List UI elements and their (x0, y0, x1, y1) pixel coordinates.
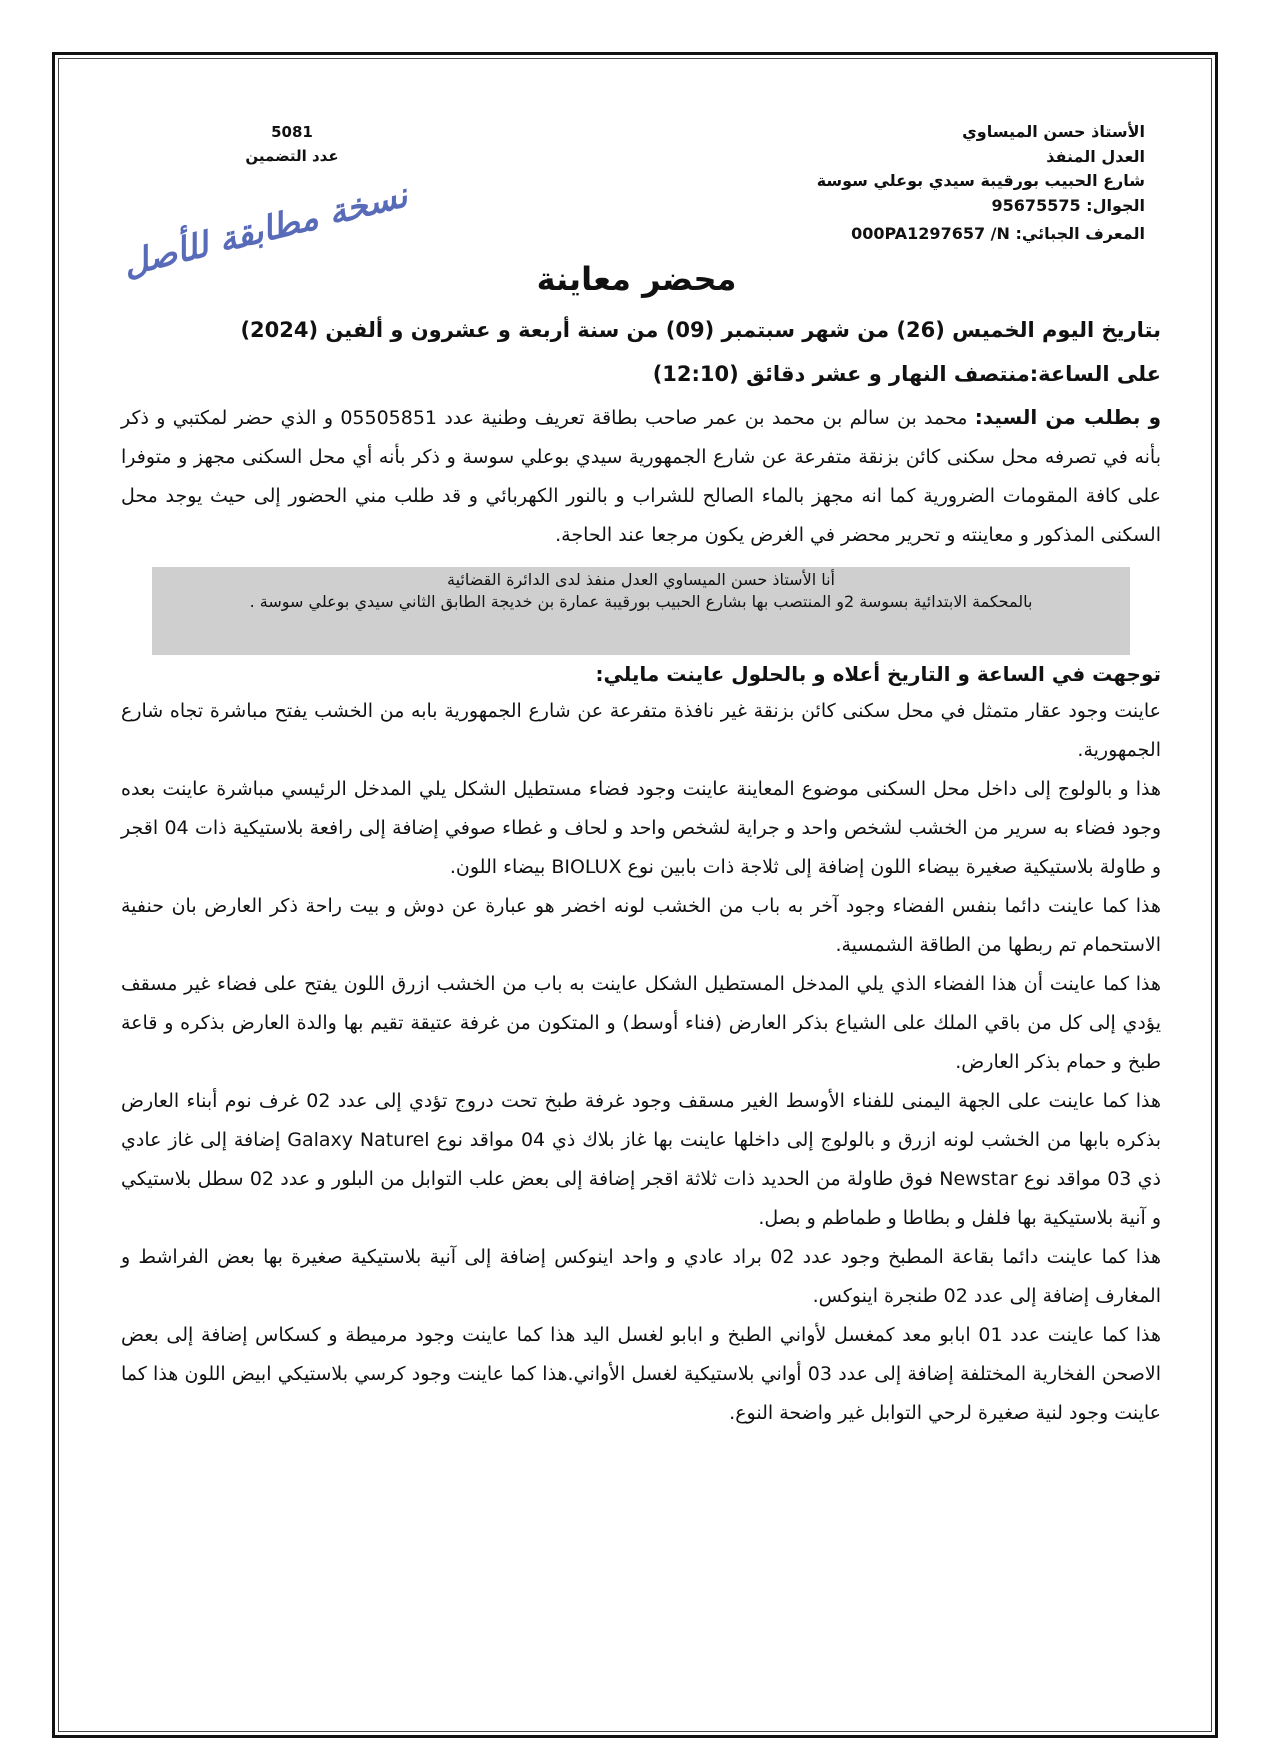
notary-name: الأستاذ حسن الميساوي (962, 122, 1145, 141)
record-number: 5081 (271, 123, 313, 141)
findings (121, 692, 1161, 1433)
notary-block-line1: أنا الأستاذ حسن الميساوي العدل منفذ لدى الدائرة القضائية (446, 570, 835, 589)
finding-paragraph: هذا و بالولوج إلى داخل محل السكنى موضوع المعاينة عاينت وجود فضاء مستطيل الشكل يلي المدخل الرئيسي مباشرة عاينت بعده وجود فضاء به سرير من الخشب لشخص واحد و جراية لشخص واحد و لحاف و غطاء صوفي إضافة إلى رافعة بلاستيكية ذات 04 اقجر و طاولة بلاستيكية صغيرة بيضاء اللون إضافة إلى ثلاجة ذات بابين نوع BIOLUX بيضاء اللون. (121, 778, 1161, 878)
finding-paragraph: هذا كما عاينت دائما بقاعة المطبخ وجود عدد 02 براد عادي و واحد اينوكس إضافة إلى آنية بلاستيكية صغيرة بها بعض الفراشط و المغارف إضافة إلى عدد 02 طنجرة اينوكس. (121, 1246, 1162, 1307)
record-box (222, 120, 362, 168)
finding-paragraph: هذا كما عاينت أن هذا الفضاء الذي يلي المدخل المستطيل الشكل عاينت به باب من الخشب ازرق اللون يفتح على فضاء غير مسقف يؤدي إلى كل من باقي الملك على الشياع بذكر العارض (فناء أوسط) و المتكون من غرفة عتيقة تقيم بها والدة العارض بذكره و قاعة طبخ و حمام بذكر العارض. (121, 973, 1161, 1073)
notary-block-line2: بالمحكمة الابتدائية بسوسة 2و المنتصب بها بشارع الحبيب بورقيبة عمارة بن خديجة الطابق الثاني سيدي بوعلي سوسة . (249, 592, 1033, 611)
time-line: على الساعة:منتصف النهار و عشر دقائق (12:10) (652, 362, 1161, 386)
finding-paragraph: هذا كما عاينت على الجهة اليمنى للفناء الأوسط الغير مسقف وجود غرفة طبخ تحت دروج تؤدي إلى عدد 02 غرف نوم أبناء العارض بذكره بابها من الخشب لونه ازرق و بالولوج إلى داخلها عاينت بها غاز بلاك ذي 04 مواقد نوع Galaxy Naturel إضافة إلى غاز عادي ذي 03 مواقد نوع Newstar فوق طاولة من الحديد ذات ثلاثة اقجر إضافة إلى بعض علب التوابل من البلور و عدد 02 سطل بلاستيكي و آنية بلاستيكية بها فلفل و بطاطا و طماطم و بصل. (121, 1090, 1161, 1229)
tax-id-value: 000PA1297657 /N (851, 224, 1010, 243)
conformity-stamp: نسخة مطابقة للأصل (118, 175, 412, 285)
notary-header (585, 120, 1145, 247)
finding-paragraph: هذا كما عاينت دائما بنفس الفضاء وجود آخر به باب من الخشب لونه اخضر هو عبارة عن دوش و بيت راحة ذكر العارض بان حنفية الاستحمام تم ربطها من الطاقة الشمسية. (121, 895, 1161, 956)
date-line: بتاريخ اليوم الخميس (26) من شهر سبتمبر (09) من سنة أربعة و عشرون و ألفين (2024) (240, 318, 1161, 342)
finding-paragraph: عاينت وجود عقار متمثل في محل سكنى كائن بزنقة غير نافذة متفرعة عن شارع الجمهورية بابه من الخشب يفتح مباشرة تجاه شارع الجمهورية. (121, 700, 1161, 761)
record-label: عدد التضمين (245, 147, 339, 165)
notary-identity-block (152, 567, 1130, 655)
tax-id-row (585, 222, 1145, 247)
notary-role: العدل المنفذ (1046, 146, 1145, 166)
phone-number: 95675575 (991, 195, 1081, 215)
phone-row (585, 194, 1145, 219)
document-title: محضر معاينة (536, 260, 737, 298)
phone-label: الجوال: (1086, 195, 1145, 215)
tax-id-label: المعرف الجبائي: (1015, 224, 1145, 243)
visit-heading: توجهت في الساعة و التاريخ أعلاه و بالحلول عاينت مايلي: (595, 662, 1161, 686)
request-text: محمد بن سالم بن محمد بن عمر صاحب بطاقة تعريف وطنية عدد 05505851 و الذي حضر لمكتبي و ذكر بأنه في تصرفه محل سكنى كائن بزنقة متفرعة عن شارع الجمهورية سيدي بوعلي سوسة و ذكر بأنه أي محل السكنى مجهز و متوفرا على كافة المقومات الضرورية كما انه مجهز بالماء الصالح للشراب و بالنور الكهربائي و قد طلب مني الحضور إلى حيث يوجد محل السكنى المذكور و معاينته و تحرير محضر في الغرض يكون مرجعا عند الحاجة. (121, 407, 1161, 546)
request-paragraph (121, 398, 1161, 555)
request-lead: و بطلب من السيد: (974, 405, 1161, 429)
notary-address: شارع الحبيب بورقيبة سيدي بوعلي سوسة (816, 171, 1145, 190)
finding-paragraph: هذا كما عاينت عدد 01 ابابو معد كمغسل لأواني الطبخ و ابابو لغسل اليد هذا كما عاينت وجود مرميطة و كسكاس إضافة إلى بعض الاصحن الفخارية المختلفة إضافة إلى عدد 03 أواني بلاستيكية لغسل الأواني.هذا كما عاينت وجود كرسي بلاستيكي ابيض اللون هذا كما عاينت وجود لنية صغيرة لرحي التوابل غير واضحة النوع. (121, 1324, 1161, 1424)
